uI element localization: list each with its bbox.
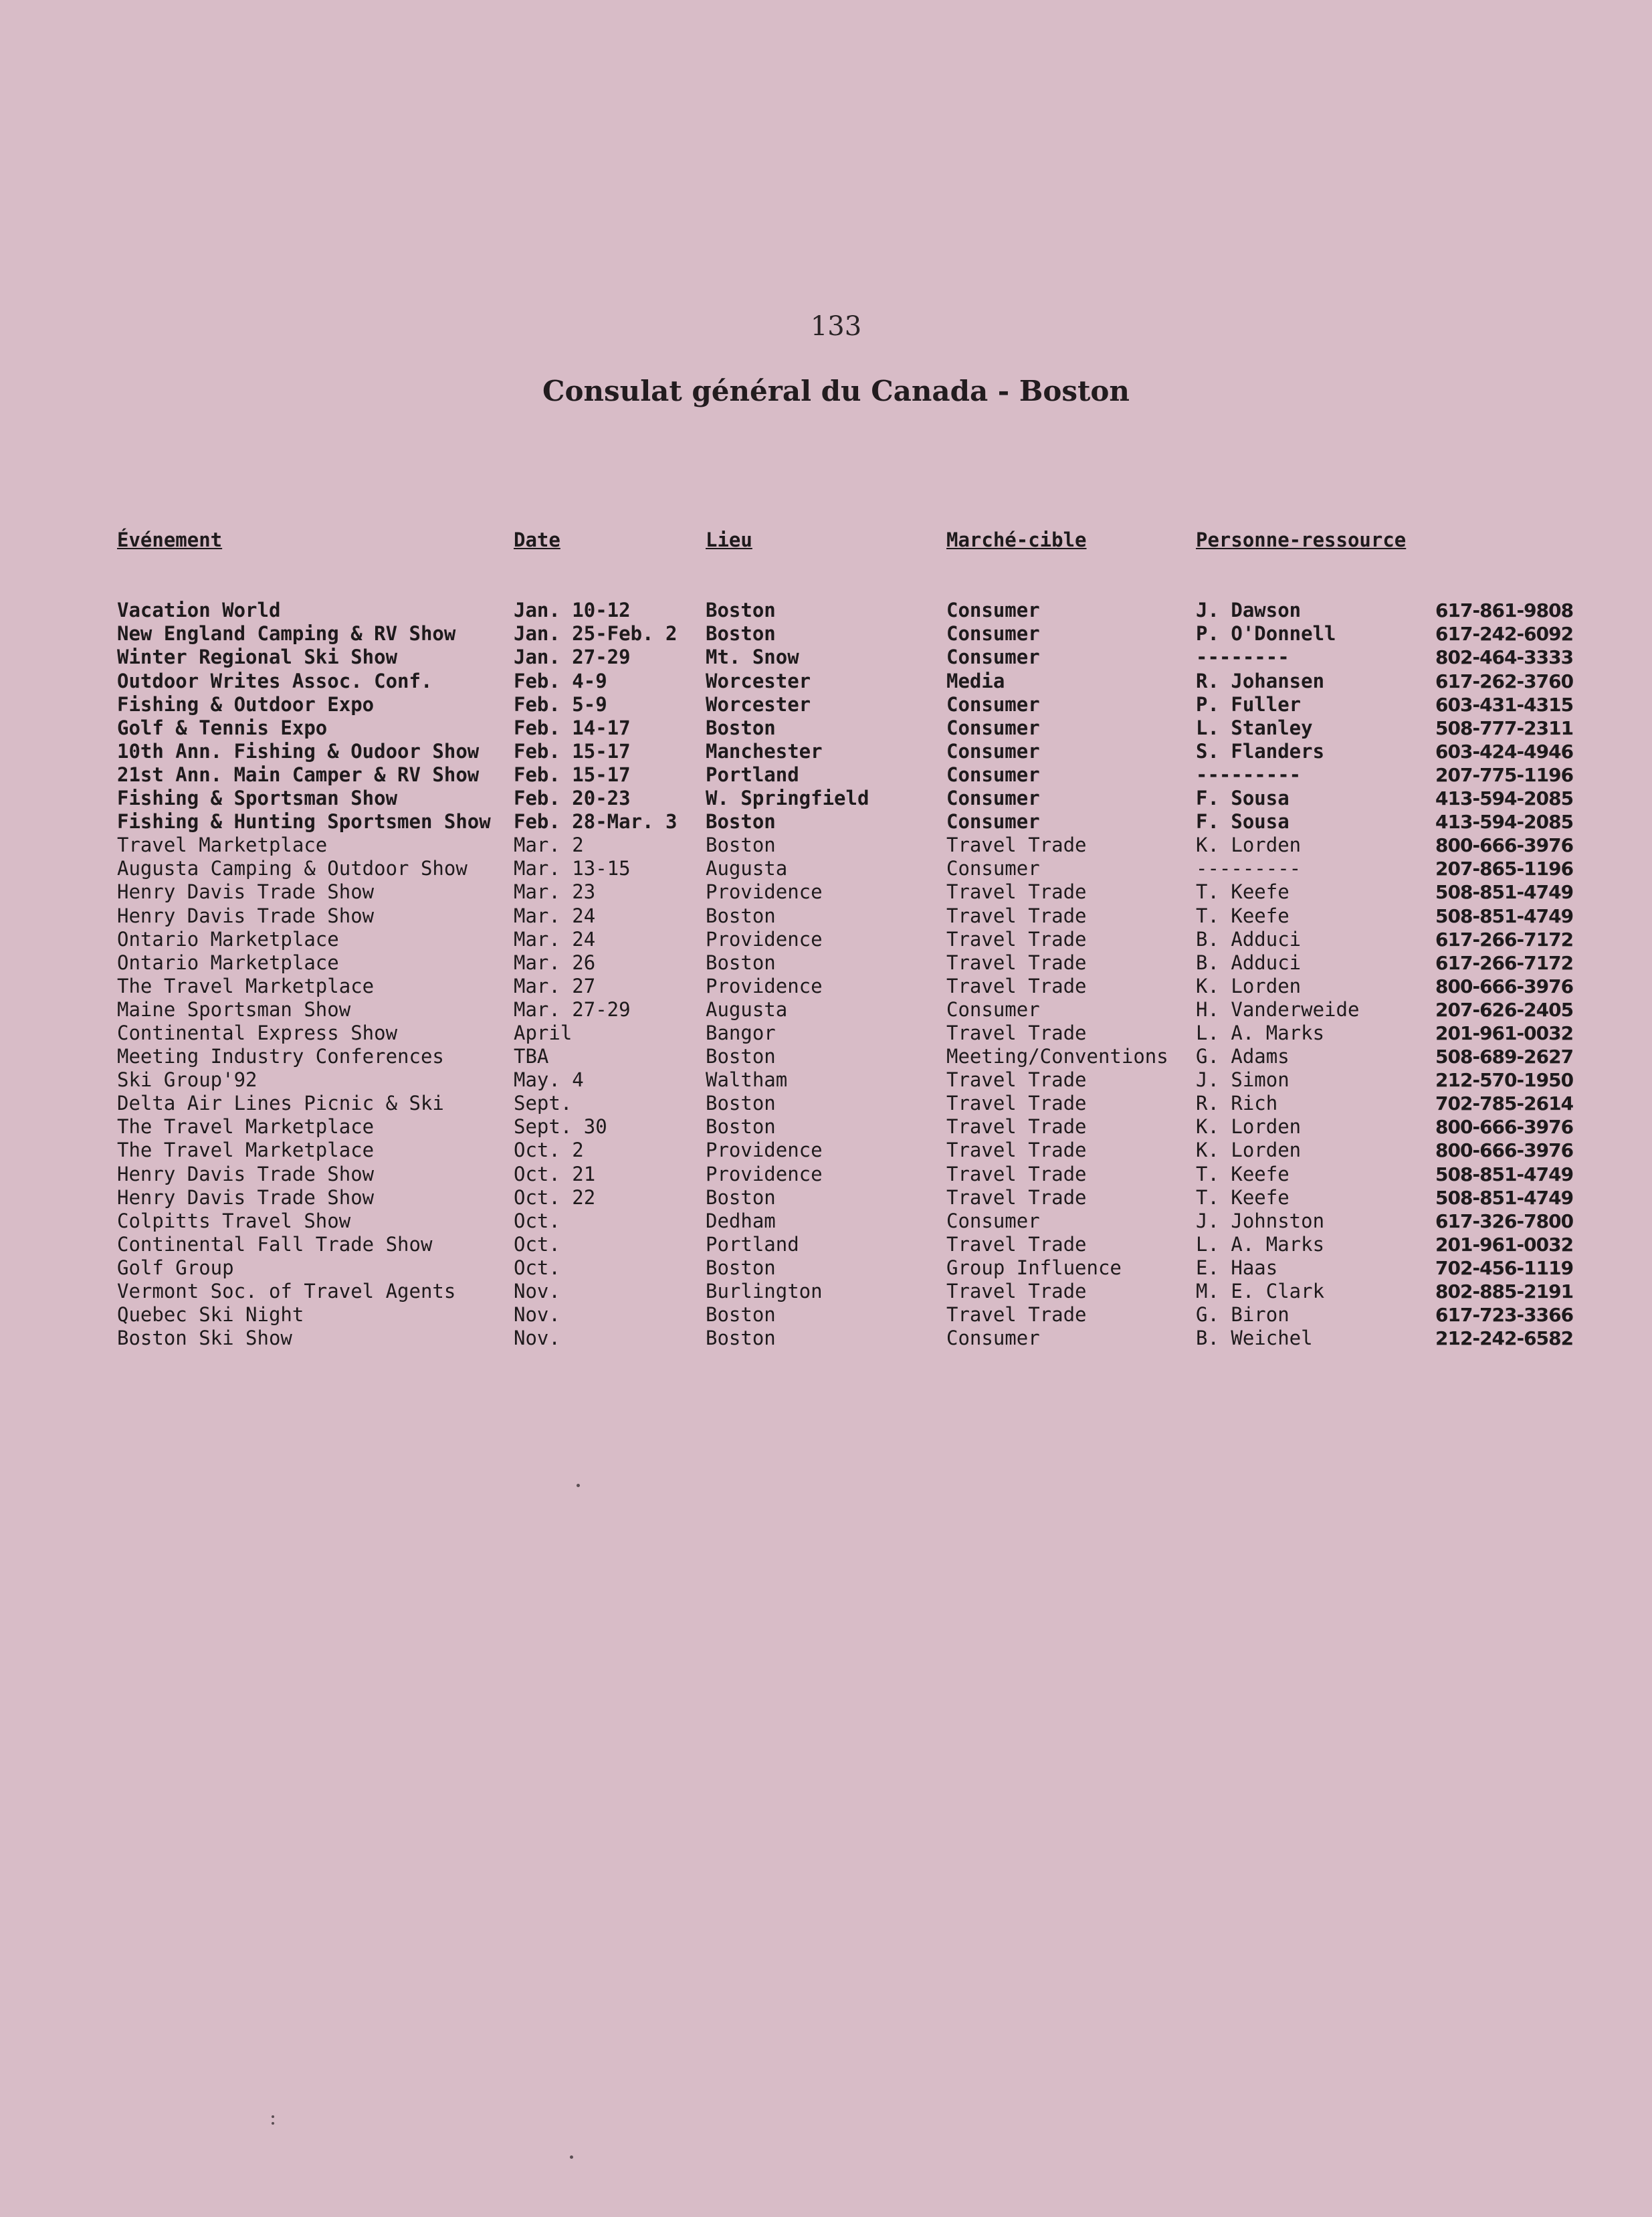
market-cell: Travel Trade (946, 904, 1087, 927)
event-cell: Golf Group (117, 1256, 234, 1279)
date-cell: Feb. 5-9 (514, 692, 607, 716)
date-cell: May. 4 (514, 1068, 584, 1092)
event-cell: Colpitts Travel Show (117, 1209, 351, 1232)
market-cell: Consumer (946, 739, 1040, 763)
market-cell: Travel Trade (946, 1092, 1087, 1115)
event-cell: Winter Regional Ski Show (117, 646, 398, 669)
market-cell: Travel Trade (946, 1068, 1087, 1092)
event-cell: Ontario Marketplace (117, 951, 339, 974)
market-cell: Travel Trade (946, 834, 1087, 857)
phone-header (1435, 528, 1573, 575)
person-cell: L. A. Marks (1196, 1021, 1325, 1044)
market-cell: Consumer (946, 810, 1040, 834)
lieu-column (706, 482, 869, 1350)
event-cell: Vacation World (117, 599, 281, 622)
date-cell: Feb. 14-17 (514, 716, 631, 739)
market-cell: Consumer (946, 692, 1040, 716)
person-cell: H. Vanderweide (1196, 997, 1360, 1021)
date-cell: TBA (514, 1045, 549, 1068)
person-cell: F. Sousa (1196, 787, 1289, 810)
person-cell: F. Sousa (1196, 810, 1289, 834)
lieu-cell: Boston (706, 951, 776, 974)
person-cell: B. Adduci (1196, 927, 1302, 951)
person-cell: G. Adams (1196, 1045, 1289, 1068)
phone-cell: 508-689-2627 (1435, 1046, 1574, 1068)
person-cell: R. Rich (1196, 1092, 1278, 1115)
event-cell: Outdoor Writes Assoc. Conf. (117, 669, 433, 692)
lieu-cell: Worcester (706, 669, 811, 692)
phone-cell: 508-851-4749 (1435, 1186, 1574, 1209)
person-cell: P. O'Donnell (1196, 622, 1336, 646)
event-cell: Vermont Soc. of Travel Agents (117, 1280, 456, 1303)
date-cell: Feb. 15-17 (514, 763, 631, 786)
event-cell: Meeting Industry Conferences (117, 1045, 444, 1068)
lieu-cell: Providence (706, 1162, 823, 1185)
date-cell: Feb. 15-17 (514, 739, 631, 763)
date-cell: Nov. (514, 1327, 560, 1350)
person-cell: T. Keefe (1196, 1185, 1289, 1209)
lieu-cell: Boston (706, 1092, 776, 1115)
event-cell: 10th Ann. Fishing & Oudoor Show (117, 739, 480, 763)
event-cell: Maine Sportsman Show (117, 997, 351, 1021)
event-cell: The Travel Marketplace (117, 1139, 375, 1162)
phone-cell: 617-262-3760 (1435, 670, 1574, 692)
phone-cell: 212-242-6582 (1435, 1327, 1574, 1350)
page-number: 133 (810, 311, 862, 342)
phone-cell: 702-456-1119 (1435, 1256, 1574, 1279)
event-cell: Fishing & Sportsman Show (117, 787, 398, 810)
event-header: Événement (117, 528, 223, 552)
date-cell: Mar. 24 (514, 904, 596, 927)
person-cell: M. E. Clark (1196, 1280, 1325, 1303)
market-cell: Travel Trade (946, 974, 1087, 997)
market-cell: Travel Trade (946, 1021, 1087, 1044)
phone-cell: 800-666-3976 (1435, 1139, 1574, 1162)
date-cell: April (514, 1021, 573, 1044)
person-cell: --------- (1196, 763, 1302, 786)
lieu-cell: Boston (706, 1045, 776, 1068)
date-cell: Oct. 22 (514, 1185, 596, 1209)
person-cell: R. Johansen (1196, 669, 1325, 692)
market-cell: Consumer (946, 599, 1040, 622)
person-cell: T. Keefe (1196, 880, 1289, 904)
phone-cell: 413-594-2085 (1435, 811, 1574, 834)
market-cell: Consumer (946, 857, 1040, 880)
lieu-cell: Dedham (706, 1209, 776, 1232)
market-cell: Consumer (946, 1327, 1040, 1350)
phone-cell: 212-570-1950 (1435, 1069, 1574, 1092)
person-cell: K. Lorden (1196, 834, 1302, 857)
market-cell: Media (946, 669, 1005, 692)
lieu-cell: Providence (706, 974, 823, 997)
date-cell: Mar. 27 (514, 974, 596, 997)
date-cell: Mar. 2 (514, 834, 584, 857)
event-cell: Delta Air Lines Picnic & Ski (117, 1092, 444, 1115)
phone-column (1435, 482, 1573, 1350)
phone-cell: 201-961-0032 (1435, 1022, 1574, 1044)
phone-cell: 603-424-4946 (1435, 740, 1574, 763)
market-cell: Consumer (946, 622, 1040, 646)
market-cell: Travel Trade (946, 1162, 1087, 1185)
person-cell: L. A. Marks (1196, 1232, 1325, 1256)
lieu-cell: Boston (706, 834, 776, 857)
paper-speck (272, 2115, 274, 2118)
event-cell: Fishing & Outdoor Expo (117, 692, 375, 716)
phone-cell: 617-266-7172 (1435, 928, 1574, 951)
phone-cell: 508-851-4749 (1435, 1163, 1574, 1185)
date-cell: Nov. (514, 1280, 560, 1303)
person-cell: K. Lorden (1196, 1115, 1302, 1139)
person-cell: K. Lorden (1196, 1139, 1302, 1162)
date-cell: Mar. 24 (514, 927, 596, 951)
event-cell: The Travel Marketplace (117, 974, 375, 997)
person-cell: G. Biron (1196, 1303, 1289, 1327)
event-cell: Henry Davis Trade Show (117, 1162, 375, 1185)
market-cell: Consumer (946, 1209, 1040, 1232)
market-cell: Travel Trade (946, 1185, 1087, 1209)
phone-cell: 508-851-4749 (1435, 881, 1574, 904)
lieu-cell: Boston (706, 1185, 776, 1209)
date-cell: Mar. 26 (514, 951, 596, 974)
event-cell: Quebec Ski Night (117, 1303, 304, 1327)
event-cell: Travel Marketplace (117, 834, 328, 857)
market-cell: Travel Trade (946, 1280, 1087, 1303)
market-cell: Consumer (946, 716, 1040, 739)
person-cell: T. Keefe (1196, 1162, 1289, 1185)
person-cell: J. Johnston (1196, 1209, 1325, 1232)
date-cell: Sept. 30 (514, 1115, 607, 1139)
phone-cell: 702-785-2614 (1435, 1092, 1574, 1115)
date-cell: Jan. 10-12 (514, 599, 631, 622)
event-cell: Henry Davis Trade Show (117, 880, 375, 904)
event-cell: Continental Fall Trade Show (117, 1232, 433, 1256)
lieu-cell: Burlington (706, 1280, 823, 1303)
paper-speck (570, 2155, 573, 2159)
date-header: Date (514, 528, 560, 552)
lieu-cell: Portland (706, 1232, 799, 1256)
phone-cell: 207-865-1196 (1435, 858, 1574, 880)
person-cell: P. Fuller (1196, 692, 1302, 716)
market-cell: Consumer (946, 763, 1040, 786)
lieu-cell: Portland (706, 763, 799, 786)
market-cell: Travel Trade (946, 880, 1087, 904)
lieu-cell: Providence (706, 927, 823, 951)
market-cell: Group Influence (946, 1256, 1122, 1279)
person-cell: --------- (1196, 857, 1302, 880)
phone-cell: 603-431-4315 (1435, 693, 1574, 716)
phone-cell: 508-777-2311 (1435, 716, 1574, 739)
phone-cell: 207-775-1196 (1435, 763, 1574, 786)
lieu-cell: Boston (706, 1303, 776, 1327)
lieu-cell: Boston (706, 1115, 776, 1139)
date-cell: Mar. 23 (514, 880, 596, 904)
date-cell: Feb. 4-9 (514, 669, 607, 692)
event-cell: Henry Davis Trade Show (117, 904, 375, 927)
event-column (117, 482, 491, 1350)
event-cell: Fishing & Hunting Sportsmen Show (117, 810, 491, 834)
date-cell: Sept. (514, 1092, 573, 1115)
lieu-cell: Boston (706, 1256, 776, 1279)
event-cell: Augusta Camping & Outdoor Show (117, 857, 468, 880)
phone-cell: 413-594-2085 (1435, 787, 1574, 810)
date-cell: Nov. (514, 1303, 560, 1327)
event-cell: Henry Davis Trade Show (117, 1185, 375, 1209)
lieu-cell: Waltham (706, 1068, 788, 1092)
date-cell: Mar. 13-15 (514, 857, 631, 880)
date-cell: Feb. 20-23 (514, 787, 631, 810)
phone-cell: 800-666-3976 (1435, 1116, 1574, 1139)
paper-speck (577, 1484, 580, 1487)
phone-cell: 802-885-2191 (1435, 1280, 1574, 1303)
paper-speck (272, 2122, 274, 2125)
person-cell: S. Flanders (1196, 739, 1325, 763)
lieu-cell: Boston (706, 599, 776, 622)
lieu-cell: Manchester (706, 739, 823, 763)
person-column (1196, 482, 1406, 1350)
date-cell: Mar. 27-29 (514, 997, 631, 1021)
event-cell: The Travel Marketplace (117, 1115, 375, 1139)
market-cell: Travel Trade (946, 1139, 1087, 1162)
date-column (514, 482, 677, 1350)
lieu-cell: Bangor (706, 1021, 776, 1044)
phone-cell: 617-242-6092 (1435, 623, 1574, 646)
event-cell: Boston Ski Show (117, 1327, 292, 1350)
date-cell: Oct. (514, 1256, 560, 1279)
market-cell: Travel Trade (946, 1115, 1087, 1139)
phone-cell: 802-464-3333 (1435, 646, 1574, 669)
market-cell: Consumer (946, 787, 1040, 810)
date-cell: Jan. 27-29 (514, 646, 631, 669)
date-cell: Oct. (514, 1232, 560, 1256)
page-title: Consulat général du Canada - Boston (542, 375, 1130, 407)
market-header: Marché-cible (946, 528, 1087, 552)
phone-cell: 617-861-9808 (1435, 599, 1574, 622)
market-cell: Consumer (946, 646, 1040, 669)
phone-cell: 617-723-3366 (1435, 1304, 1574, 1327)
event-cell: Ontario Marketplace (117, 927, 339, 951)
person-cell: B. Adduci (1196, 951, 1302, 974)
date-cell: Feb. 28-Mar. 3 (514, 810, 678, 834)
market-cell: Travel Trade (946, 1232, 1087, 1256)
lieu-cell: Boston (706, 1327, 776, 1350)
event-cell: Continental Express Show (117, 1021, 398, 1044)
lieu-cell: W. Springfield (706, 787, 869, 810)
lieu-cell: Augusta (706, 997, 788, 1021)
event-cell: Ski Group'92 (117, 1068, 257, 1092)
lieu-cell: Boston (706, 904, 776, 927)
lieu-cell: Providence (706, 1139, 823, 1162)
event-cell: Golf & Tennis Expo (117, 716, 328, 739)
phone-cell: 617-326-7800 (1435, 1210, 1574, 1232)
date-cell: Oct. (514, 1209, 560, 1232)
event-cell: New England Camping & RV Show (117, 622, 456, 646)
lieu-cell: Boston (706, 810, 776, 834)
date-cell: Oct. 2 (514, 1139, 584, 1162)
market-cell: Travel Trade (946, 927, 1087, 951)
phone-cell: 207-626-2405 (1435, 998, 1574, 1021)
date-cell: Jan. 25-Feb. 2 (514, 622, 678, 646)
event-cell: 21st Ann. Main Camper & RV Show (117, 763, 480, 786)
phone-cell: 201-961-0032 (1435, 1233, 1574, 1256)
person-cell: J. Dawson (1196, 599, 1302, 622)
market-cell: Travel Trade (946, 951, 1087, 974)
phone-cell: 800-666-3976 (1435, 834, 1574, 857)
market-column (946, 482, 1168, 1350)
person-cell: K. Lorden (1196, 974, 1302, 997)
phone-cell: 508-851-4749 (1435, 904, 1574, 927)
person-cell: B. Weichel (1196, 1327, 1313, 1350)
person-cell: -------- (1196, 646, 1289, 669)
date-cell: Oct. 21 (514, 1162, 596, 1185)
market-cell: Meeting/Conventions (946, 1045, 1168, 1068)
market-cell: Consumer (946, 997, 1040, 1021)
lieu-cell: Boston (706, 716, 776, 739)
person-cell: J. Simon (1196, 1068, 1289, 1092)
person-cell: E. Haas (1196, 1256, 1278, 1279)
lieu-cell: Augusta (706, 857, 788, 880)
lieu-cell: Providence (706, 880, 823, 904)
person-cell: L. Stanley (1196, 716, 1313, 739)
lieu-header: Lieu (706, 528, 752, 552)
lieu-cell: Mt. Snow (706, 646, 799, 669)
lieu-cell: Boston (706, 622, 776, 646)
phone-cell: 617-266-7172 (1435, 951, 1574, 974)
lieu-cell: Worcester (706, 692, 811, 716)
market-cell: Travel Trade (946, 1303, 1087, 1327)
person-header: Personne-ressource (1196, 528, 1407, 552)
phone-cell: 800-666-3976 (1435, 975, 1574, 997)
person-cell: T. Keefe (1196, 904, 1289, 927)
